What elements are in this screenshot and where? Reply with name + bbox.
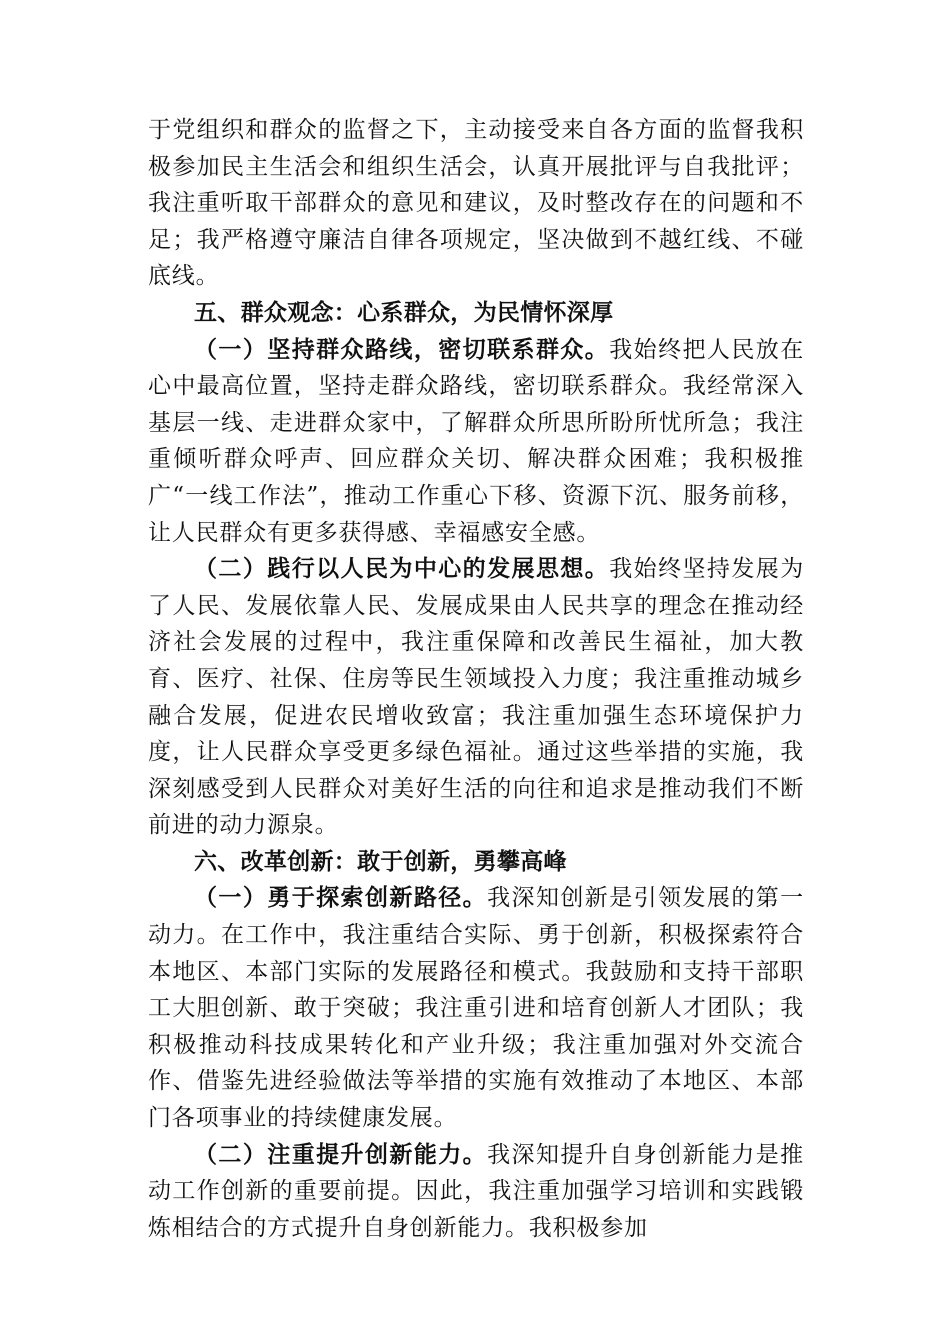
subheading-lead: （二）践行以人民为中心的发展思想。 [194,555,610,583]
section-heading-6: 六、改革创新：敢于创新，勇攀高峰 [194,848,567,875]
paragraph-text: 我始终坚持发展为了人民、发展依靠人民、发展成果由人民共享的理念在推动经济社会发展的过程中，我注重保障和改善民生福祉，加大教育、医疗、社保、住房等民生领域投入力度；我注重推动城乡融合发展，促进农民增收致富；我注重加强生态环境保护力度，让人民群众享受更多绿色福祉。通过这些举措的实施，我深刻感受到人民群众对美好生活的向往和追求是推动我们不断前进的动力源泉。 [148,556,804,839]
paragraph-6-1 [148,880,804,1136]
paragraph-6-2 [148,1137,804,1247]
paragraph-5-1 [148,332,804,552]
paragraph-text: 于党组织和群众的监督之下，主动接受来自各方面的监督我积极参加民主生活会和组织生活会，认真开展批评与自我批评；我注重听取干部群众的意见和建议，及时整改存在的问题和不足；我严格遵守廉洁自律各项规定，坚决做到不越红线、不碰底线。 [148,117,804,290]
paragraph-continued [148,112,804,295]
subheading-lead: （一）勇于探索创新路径。 [194,884,488,912]
paragraph-5-2 [148,551,804,844]
subheading-lead: （二）注重提升创新能力。 [194,1140,488,1168]
section-heading-5: 五、群众观念：心系群众，为民情怀深厚 [194,299,614,326]
paragraph-text: 我深知提升自身创新能力是推动工作创新的重要前提。因此，我注重加强学习培训和实践锻炼相结合的方式提升自身创新能力。我积极参加 [148,1141,804,1241]
document-page [148,112,804,1246]
subheading-lead: （一）坚持群众路线，密切联系群众。 [194,335,610,363]
paragraph-text: 我始终把人民放在心中最高位置，坚持走群众路线，密切联系群众。我经常深入基层一线、走进群众家中，了解群众所思所盼所忧所急；我注重倾听群众呼声、回应群众关切、解决群众困难；我积极推广“一线工作法”，推动工作重心下移、资源下沉、服务前移，让人民群众有更多获得感、幸福感安全感。 [148,336,804,546]
paragraph-text: 我深知创新是引领发展的第一动力。在工作中，我注重结合实际、勇于创新，积极探索符合本地区、本部门实际的发展路径和模式。我鼓励和支持干部职工大胆创新、敢于突破；我注重引进和培育创新人才团队；我积极推动科技成果转化和产业升级；我注重加强对外交流合作、借鉴先进经验做法等举措的实施有效推动了本地区、本部门各项事业的持续健康发展。 [148,885,804,1132]
